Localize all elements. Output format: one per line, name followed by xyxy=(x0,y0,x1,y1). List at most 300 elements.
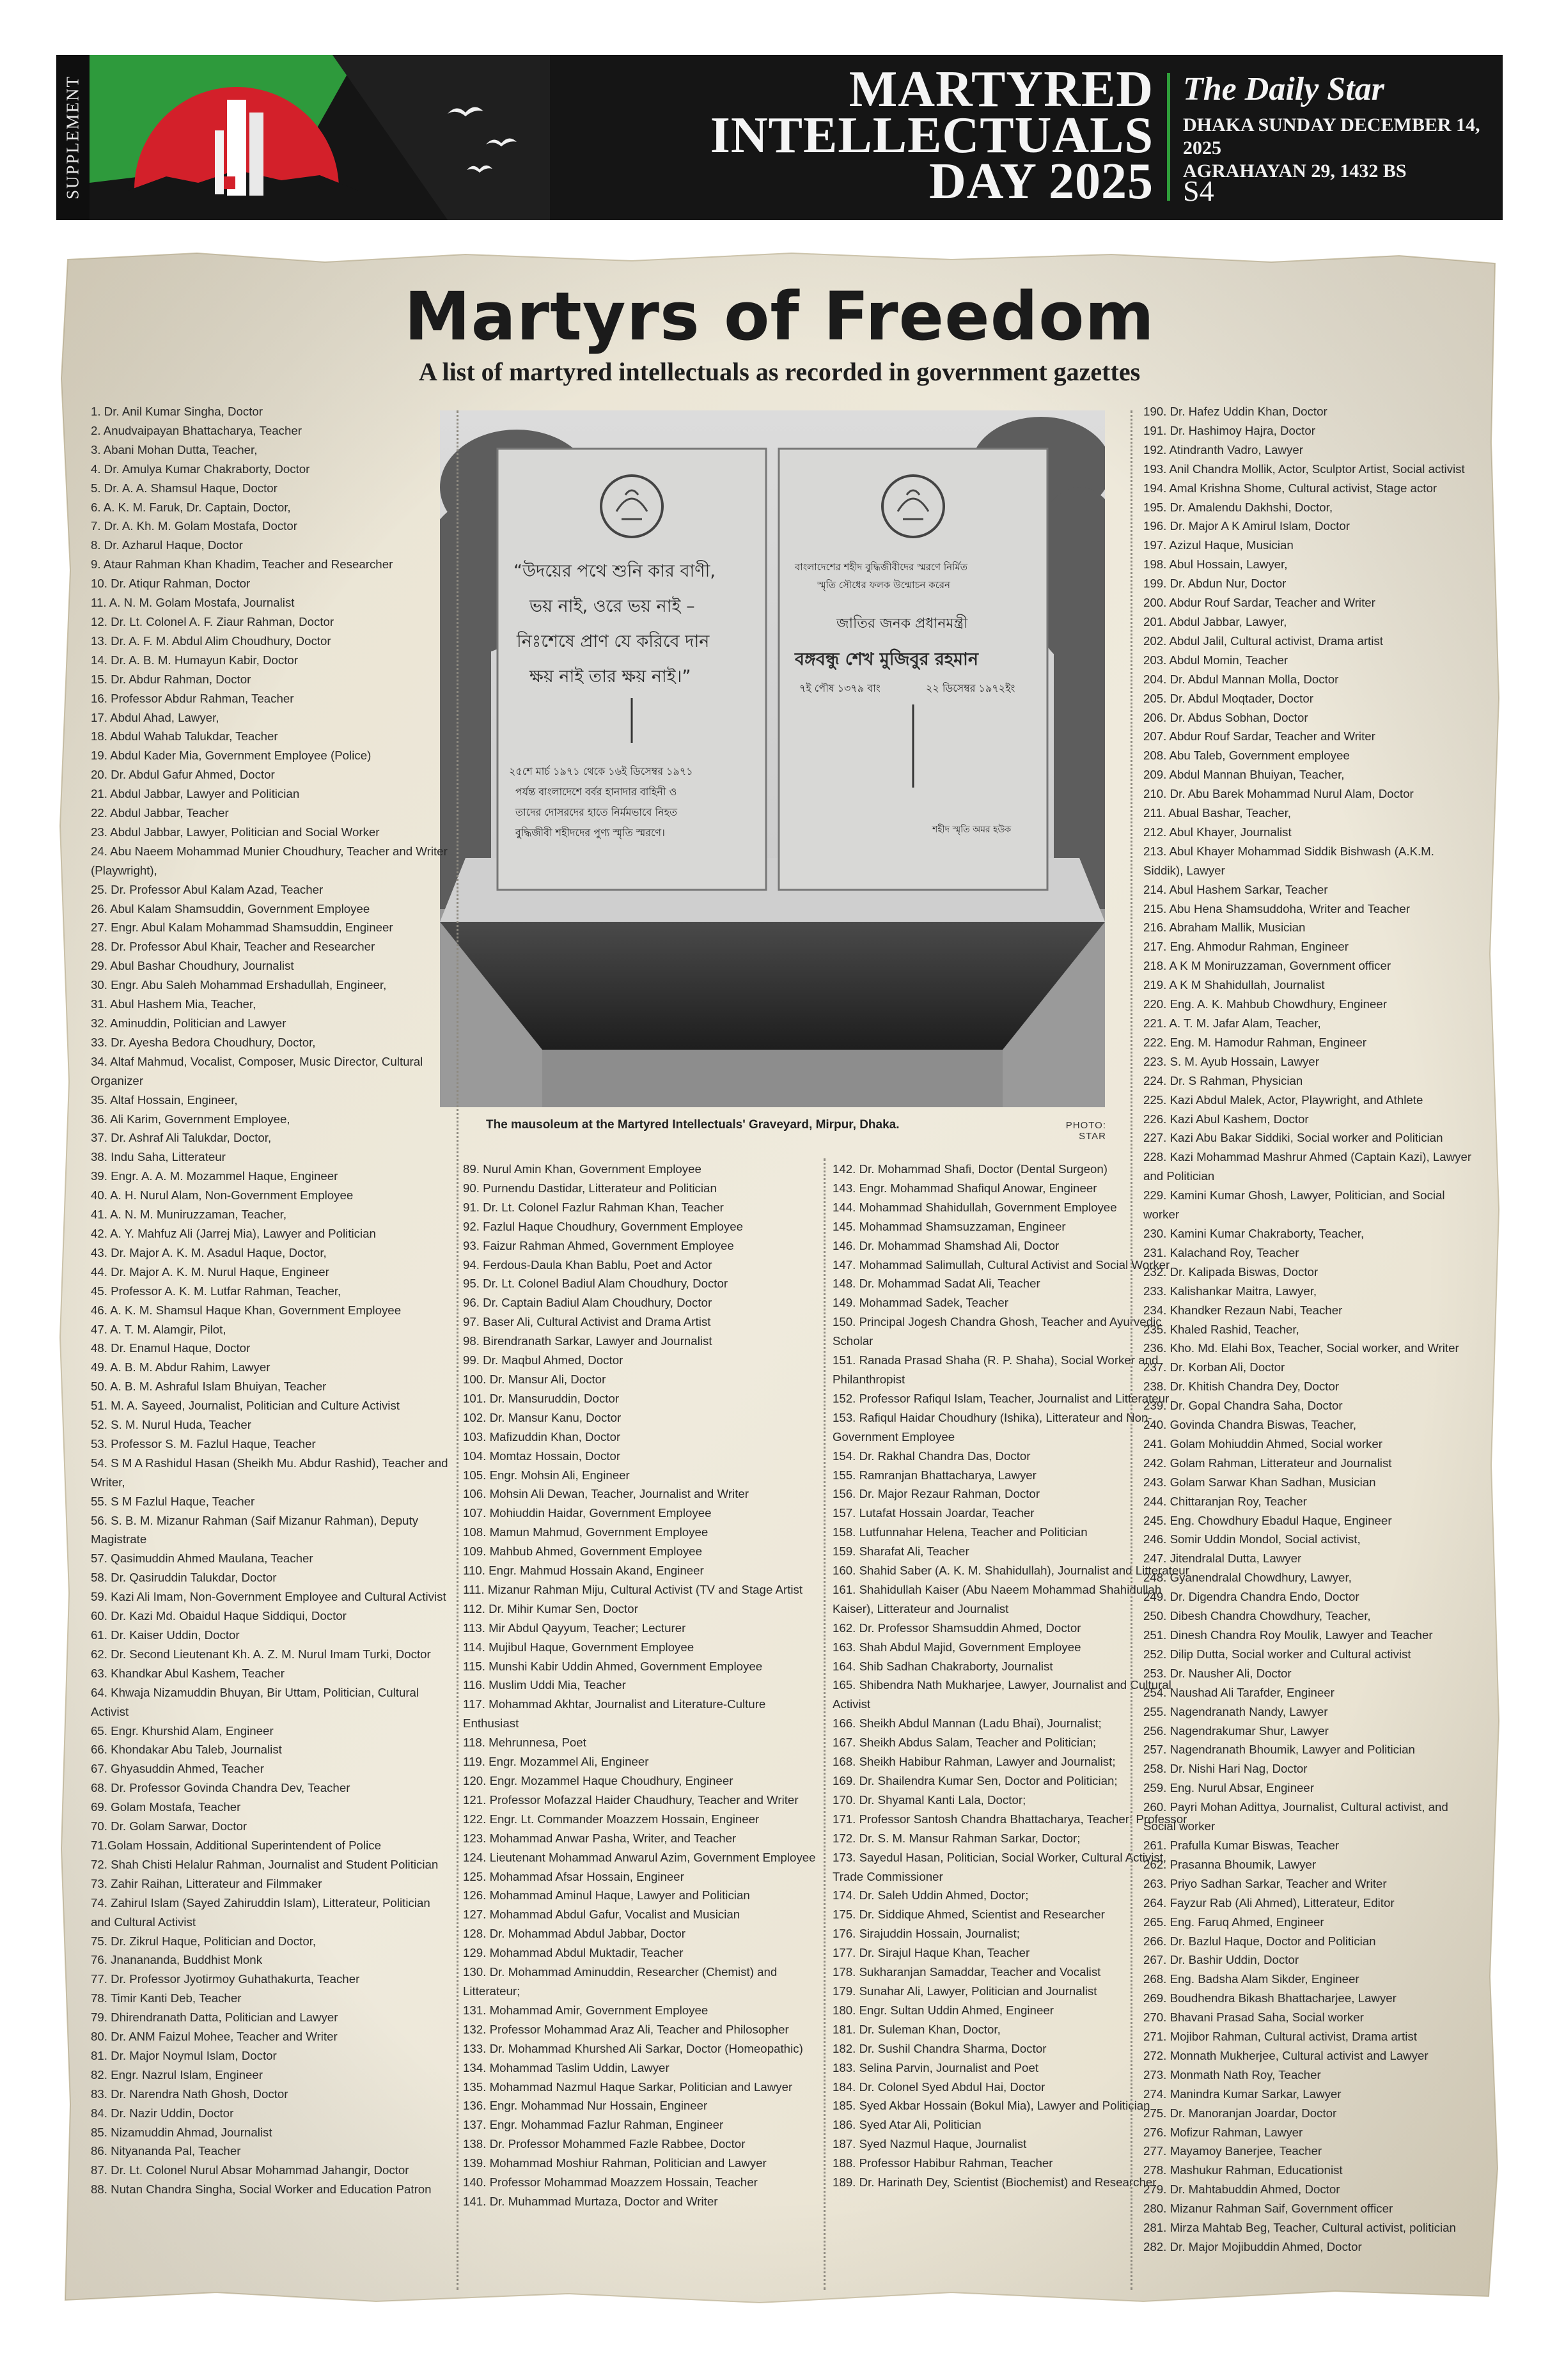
martyr-entry: 158. Lutfunnahar Helena, Teacher and Politician xyxy=(833,1525,1088,1539)
martyr-entry: 125. Mohammad Afsar Hossain, Engineer xyxy=(463,1869,684,1883)
martyr-entry: 36. Ali Karim, Government Employee, xyxy=(91,1112,290,1126)
martyr-entry: 45. Professor A. K. M. Lutfar Rahman, Teacher, xyxy=(91,1284,341,1298)
martyr-entry: 164. Shib Sadhan Chakraborty, Journalist xyxy=(833,1659,1053,1673)
bengali-date-line: AGRAHAYAN 29, 1432 BS xyxy=(1183,160,1407,182)
martyr-entry: 28. Dr. Professor Abul Khair, Teacher and Researcher xyxy=(91,940,375,954)
martyr-entry: 64. Khwaja Nizamuddin Bhuyan, Bir Uttam, Politician, Cultural Activist xyxy=(91,1685,419,1718)
martyr-entry: 203. Abdul Momin, Teacher xyxy=(1143,653,1288,667)
martyr-entry: 73. Zahir Raihan, Litterateur and Filmmaker xyxy=(91,1876,322,1890)
martyr-entry: 266. Dr. Bazlul Haque, Doctor and Politician xyxy=(1143,1934,1376,1948)
martyr-entry: 256. Nagendrakumar Shur, Lawyer xyxy=(1143,1723,1329,1738)
martyr-entry: 21. Abdul Jabbar, Lawyer and Politician xyxy=(91,787,300,801)
martyr-entry: 79. Dhirendranath Datta, Politician and Lawyer xyxy=(91,2011,338,2025)
masthead-logo: The Daily Star xyxy=(1183,71,1384,107)
martyr-entry: 75. Dr. Zikrul Haque, Politician and Doctor, xyxy=(91,1934,317,1948)
martyr-entry: 51. M. A. Sayeed, Journalist, Politician and Culture Activist xyxy=(91,1399,400,1413)
martyr-entry: 48. Dr. Enamul Haque, Doctor xyxy=(91,1341,251,1355)
martyr-entry: 18. Abdul Wahab Talukdar, Teacher xyxy=(91,729,278,743)
martyr-entry: 20. Dr. Abdul Gafur Ahmed, Doctor xyxy=(91,768,275,782)
martyr-entry: 120. Engr. Mozammel Haque Choudhury, Engineer xyxy=(463,1774,733,1787)
martyr-entry: 187. Syed Nazmul Haque, Journalist xyxy=(833,2137,1027,2151)
banner-divider xyxy=(1167,73,1170,201)
martyr-entry: 221. A. T. M. Jafar Alam, Teacher, xyxy=(1143,1016,1321,1030)
supplement-label: SUPPLEMENT xyxy=(63,75,82,200)
martyr-entry: 121. Professor Mofazzal Haider Chaudhury, Teacher and Writer xyxy=(463,1793,799,1807)
martyr-entry: 207. Abdur Rouf Sardar, Teacher and Writer xyxy=(1143,729,1375,743)
martyr-entry: 41. A. N. M. Muniruzzaman, Teacher, xyxy=(91,1208,287,1222)
martyr-entry: 174. Dr. Saleh Uddin Ahmed, Doctor; xyxy=(833,1888,1029,1902)
banner-title-line: DAY 2025 xyxy=(928,153,1154,210)
martyr-entry: 69. Golam Mostafa, Teacher xyxy=(91,1800,241,1814)
martyr-entry: 93. Faizur Rahman Ahmed, Government Employee xyxy=(463,1238,734,1252)
martyr-entry: 25. Dr. Professor Abul Kalam Azad, Teacher xyxy=(91,882,324,896)
martyr-entry: 176. Sirajuddin Hossain, Journalist; xyxy=(833,1927,1020,1941)
martyr-entry: 27. Engr. Abul Kalam Mohammad Shamsuddin, Engineer xyxy=(91,921,393,935)
martyr-entry: 22. Abdul Jabbar, Teacher xyxy=(91,806,229,820)
martyr-entry: 195. Dr. Amalendu Dakhshi, Doctor, xyxy=(1143,500,1333,514)
martyr-entry: 252. Dilip Dutta, Social worker and Cultural activist xyxy=(1143,1647,1411,1661)
martyr-entry: 264. Fayzur Rab (Ali Ahmed), Litterateur, Editor xyxy=(1143,1895,1395,1909)
martyr-entry: 196. Dr. Major A K Amirul Islam, Doctor xyxy=(1143,519,1350,533)
martyr-entry: 46. A. K. M. Shamsul Haque Khan, Government Employee xyxy=(91,1303,402,1317)
banner-title xyxy=(632,61,1154,210)
martyr-entry: 11. A. N. M. Golam Mostafa, Journalist xyxy=(91,596,295,610)
banner-title-line: MARTYRED xyxy=(849,61,1154,118)
banner-title-line: INTELLECTUALS xyxy=(710,107,1154,164)
plaque-text: নিঃশেষে প্রাণ যে করিবে দান xyxy=(517,632,710,651)
plaque-text: ভয় নাই, ওরে ভয় নাই – xyxy=(529,596,695,616)
martyr-entry: 211. Abual Bashar, Teacher, xyxy=(1143,806,1291,820)
martyr-list-column-1 xyxy=(91,402,452,2199)
martyr-entry: 159. Sharafat Ali, Teacher xyxy=(833,1544,969,1559)
martyr-entry: 38. Indu Saha, Litterateur xyxy=(91,1150,226,1164)
martyr-entry: 236. Kho. Md. Elahi Box, Teacher, Social worker, and Writer xyxy=(1143,1341,1459,1355)
martyr-entry: 268. Eng. Badsha Alam Sikder, Engineer xyxy=(1143,1972,1359,1986)
martyr-entry: 13. Dr. A. F. M. Abdul Alim Choudhury, Doctor xyxy=(91,634,331,648)
martyr-entry: 44. Dr. Major A. K. M. Nurul Haque, Engineer xyxy=(91,1264,329,1279)
page-number: S4 xyxy=(1183,175,1214,207)
plaque-text: স্মৃতি সৌধের ফলক উন্মোচন করেন xyxy=(817,579,951,591)
martyr-entry: 31. Abul Hashem Mia, Teacher, xyxy=(91,997,256,1011)
martyr-entry: 42. A. Y. Mahfuz Ali (Jarrej Mia), Lawyer and Politician xyxy=(91,1226,376,1240)
martyr-entry: 111. Mizanur Rahman Miju, Cultural Activist (TV and Stage Artist xyxy=(463,1582,803,1596)
martyr-entry: 172. Dr. S. M. Mansur Rahman Sarkar, Doctor; xyxy=(833,1831,1081,1845)
martyr-entry: 107. Mohiuddin Haidar, Government Employee xyxy=(463,1506,712,1520)
martyr-entry: 86. Nityananda Pal, Teacher xyxy=(91,2144,241,2158)
martyr-entry: 127. Mohammad Abdul Gafur, Vocalist and Musician xyxy=(463,1908,740,1922)
martyr-entry: 194. Amal Krishna Shome, Cultural activist, Stage actor xyxy=(1143,481,1437,495)
martyr-entry: 92. Fazlul Haque Choudhury, Government Employee xyxy=(463,1219,744,1233)
martyr-entry: 262. Prasanna Bhoumik, Lawyer xyxy=(1143,1857,1317,1871)
martyr-entry: 100. Dr. Mansur Ali, Doctor xyxy=(463,1372,606,1386)
plaque-text: জাতির জনক প্রধানমন্ত্রী xyxy=(836,616,968,632)
martyr-entry: 216. Abraham Mallik, Musician xyxy=(1143,921,1306,935)
martyr-entry: 198. Abul Hossain, Lawyer, xyxy=(1143,557,1288,572)
martyr-entry: 274. Manindra Kumar Sarkar, Lawyer xyxy=(1143,2087,1342,2101)
martyr-entry: 209. Abdul Mannan Bhuiyan, Teacher, xyxy=(1143,768,1345,782)
martyr-entry: 234. Khandker Rezaun Nabi, Teacher xyxy=(1143,1303,1343,1317)
martyr-entry: 245. Eng. Chowdhury Ebadul Haque, Engineer xyxy=(1143,1513,1392,1527)
martyr-entry: 190. Dr. Hafez Uddin Khan, Doctor xyxy=(1143,405,1327,418)
martyr-entry: 2. Anudvaipayan Bhattacharya, Teacher xyxy=(91,423,302,437)
martyr-entry: 260. Payri Mohan Adittya, Journalist, Cultural activist, and Social worker xyxy=(1143,1800,1448,1833)
martyr-entry: 257. Nagendranath Bhoumik, Lawyer and Politician xyxy=(1143,1743,1415,1757)
martyr-entry: 81. Dr. Major Noymul Islam, Doctor xyxy=(91,2048,277,2062)
martyr-entry: 59. Kazi Ali Imam, Non-Government Employee and Cultural Activist xyxy=(91,1590,446,1604)
plaque-text: তাদের দোসরদের হাতে নির্মমভাবে নিহত xyxy=(515,806,677,818)
martyr-entry: 185. Syed Akbar Hossain (Bokul Mia), Lawyer and Politician xyxy=(833,2099,1150,2113)
martyr-entry: 57. Qasimuddin Ahmed Maulana, Teacher xyxy=(91,1552,313,1566)
martyr-entry: 178. Sukharanjan Samaddar, Teacher and Vocalist xyxy=(833,1965,1101,1979)
martyr-entry: 156. Dr. Major Rezaur Rahman, Doctor xyxy=(833,1487,1040,1501)
martyr-entry: 32. Aminuddin, Politician and Lawyer xyxy=(91,1016,286,1030)
martyr-entry: 180. Engr. Sultan Uddin Ahmed, Engineer xyxy=(833,2003,1054,2017)
martyr-entry: 206. Dr. Abdus Sobhan, Doctor xyxy=(1143,710,1308,724)
column-divider xyxy=(1131,410,1132,2290)
martyr-entry: 99. Dr. Maqbul Ahmed, Doctor xyxy=(463,1353,623,1367)
martyr-entry: 208. Abu Taleb, Government employee xyxy=(1143,749,1350,763)
martyr-entry: 144. Mohammad Shahidullah, Government Employee xyxy=(833,1200,1117,1214)
martyr-entry: 118. Mehrunnesa, Poet xyxy=(463,1736,586,1750)
column-divider xyxy=(824,1158,826,2290)
martyr-entry: 251. Dinesh Chandra Roy Moulik, Lawyer and Teacher xyxy=(1143,1628,1433,1642)
plaque-text: ক্ষয় নাই তার ক্ষয় নাই।” xyxy=(529,667,691,687)
martyr-entry: 152. Professor Rafiqul Islam, Teacher, Journalist and Litterateur xyxy=(833,1391,1170,1405)
martyr-entry: 132. Professor Mohammad Araz Ali, Teacher and Philosopher xyxy=(463,2022,789,2036)
martyr-entry: 80. Dr. ANM Faizul Mohee, Teacher and Writer xyxy=(91,2030,338,2044)
martyr-entry: 23. Abdul Jabbar, Lawyer, Politician and Social Worker xyxy=(91,825,380,839)
plaque-text: বাংলাদেশের শহীদ বুদ্ধিজীবীদের স্মরণে নির্মিত xyxy=(795,561,967,573)
martyr-entry: 97. Baser Ali, Cultural Activist and Drama Artist xyxy=(463,1315,711,1329)
martyr-entry: 153. Rafiqul Haidar Choudhury (Ishika), Litterateur and Non-Government Employee xyxy=(833,1410,1152,1443)
martyr-entry: 78. Timir Kanti Deb, Teacher xyxy=(91,1991,242,2005)
martyr-entry: 55. S M Fazlul Haque, Teacher xyxy=(91,1494,255,1508)
plaque-text: ২৫শে মার্চ ১৯৭১ থেকে ১৬ই ডিসেম্বর ১৯৭১ xyxy=(509,765,693,777)
plaque-text: ২২ ডিসেম্বর ১৯৭২ইং xyxy=(926,682,1015,694)
dateline xyxy=(1183,114,1503,183)
martyr-entry: 249. Dr. Digendra Chandra Endo, Doctor xyxy=(1143,1590,1359,1604)
martyr-entry: 280. Mizanur Rahman Saif, Government officer xyxy=(1143,2202,1393,2216)
martyr-entry: 1. Dr. Anil Kumar Singha, Doctor xyxy=(91,405,263,418)
martyr-entry: 114. Mujibul Haque, Government Employee xyxy=(463,1640,694,1654)
martyr-entry: 5. Dr. A. A. Shamsul Haque, Doctor xyxy=(91,481,278,495)
martyr-entry: 184. Dr. Colonel Syed Abdul Hai, Doctor xyxy=(833,2080,1045,2094)
martyr-entry: 143. Engr. Mohammad Shafiqul Anowar, Engineer xyxy=(833,1181,1097,1195)
martyr-entry: 188. Professor Habibur Rahman, Teacher xyxy=(833,2156,1053,2170)
martyr-list-column-3 xyxy=(833,1160,1194,2192)
martyr-entry: 217. Eng. Ahmodur Rahman, Engineer xyxy=(1143,940,1349,954)
martyr-entry: 232. Dr. Kalipada Biswas, Doctor xyxy=(1143,1264,1319,1279)
martyr-entry: 108. Mamun Mahmud, Government Employee xyxy=(463,1525,708,1539)
supplement-tab xyxy=(56,55,90,220)
martyr-entry: 101. Dr. Mansuruddin, Doctor xyxy=(463,1391,620,1405)
martyr-entry: 173. Sayedul Hasan, Politician, Social Worker, Cultural Activist, Trade Commissioner xyxy=(833,1850,1167,1883)
martyr-entry: 12. Dr. Lt. Colonel A. F. Ziaur Rahman, Doctor xyxy=(91,614,334,628)
martyr-entry: 43. Dr. Major A. K. M. Asadul Haque, Doctor, xyxy=(91,1245,327,1259)
martyr-entry: 137. Engr. Mohammad Fazlur Rahman, Engineer xyxy=(463,2118,724,2132)
martyr-entry: 50. A. B. M. Ashraful Islam Bhuiyan, Teacher xyxy=(91,1380,327,1394)
banner-artwork xyxy=(90,55,550,220)
martyr-entry: 126. Mohammad Aminul Haque, Lawyer and Politician xyxy=(463,1888,750,1902)
martyr-entry: 95. Dr. Lt. Colonel Badiul Alam Choudhury, Doctor xyxy=(463,1277,728,1291)
martyr-entry: 215. Abu Hena Shamsuddoha, Writer and Teacher xyxy=(1143,901,1410,915)
martyr-entry: 150. Principal Jogesh Chandra Ghosh, Teacher and Ayurvedic Scholar xyxy=(833,1315,1162,1348)
martyr-entry: 136. Engr. Mohammad Nur Hossain, Engineer xyxy=(463,2099,708,2113)
martyr-entry: 37. Dr. Ashraf Ali Talukdar, Doctor, xyxy=(91,1131,272,1145)
martyr-entry: 6. A. K. M. Faruk, Dr. Captain, Doctor, xyxy=(91,500,291,514)
martyr-entry: 49. A. B. M. Abdur Rahim, Lawyer xyxy=(91,1360,270,1374)
martyr-entry: 271. Mojibor Rahman, Cultural activist, Drama artist xyxy=(1143,2030,1417,2044)
martyr-entry: 258. Dr. Nishi Hari Nag, Doctor xyxy=(1143,1762,1308,1776)
martyr-entry: 282. Dr. Major Mojibuddin Ahmed, Doctor xyxy=(1143,2240,1362,2253)
martyr-entry: 129. Mohammad Abdul Muktadir, Teacher xyxy=(463,1946,684,1960)
martyr-entry: 242. Golam Rahman, Litterateur and Journalist xyxy=(1143,1456,1392,1470)
martyr-entry: 259. Eng. Nurul Absar, Engineer xyxy=(1143,1781,1314,1795)
martyr-entry: 278. Mashukur Rahman, Educationist xyxy=(1143,2163,1343,2177)
martyr-entry: 223. S. M. Ayub Hossain, Lawyer xyxy=(1143,1054,1319,1068)
martyr-entry: 197. Azizul Haque, Musician xyxy=(1143,538,1294,552)
martyr-entry: 62. Dr. Second Lieutenant Kh. A. Z. M. Nurul Imam Turki, Doctor xyxy=(91,1647,431,1661)
martyr-entry: 146. Dr. Mohammad Shamshad Ali, Doctor xyxy=(833,1238,1060,1252)
martyr-entry: 247. Jitendralal Dutta, Lawyer xyxy=(1143,1552,1302,1566)
martyr-entry: 10. Dr. Atiqur Rahman, Doctor xyxy=(91,577,251,591)
martyr-entry: 235. Khaled Rashid, Teacher, xyxy=(1143,1322,1299,1336)
supplement-banner xyxy=(56,55,1503,220)
martyr-entry: 116. Muslim Uddi Mia, Teacher xyxy=(463,1678,626,1692)
martyr-entry: 128. Dr. Mohammad Abdul Jabbar, Doctor xyxy=(463,1927,685,1941)
martyr-entry: 165. Shibendra Nath Mukharjee, Lawyer, Journalist and Cultural Activist xyxy=(833,1678,1171,1711)
photo-credit: PHOTO: STAR xyxy=(1065,1120,1106,1142)
martyr-entry: 166. Sheikh Abdul Mannan (Ladu Bhai), Journalist; xyxy=(833,1716,1102,1731)
martyr-entry: 68. Dr. Professor Govinda Chandra Dev, Teacher xyxy=(91,1781,350,1795)
martyr-entry: 240. Govinda Chandra Biswas, Teacher, xyxy=(1143,1418,1357,1432)
martyr-entry: 177. Dr. Sirajul Haque Khan, Teacher xyxy=(833,1946,1030,1960)
martyr-entry: 66. Khondakar Abu Taleb, Journalist xyxy=(91,1743,282,1757)
martyr-entry: 47. A. T. M. Alamgir, Pilot, xyxy=(91,1322,226,1336)
martyr-entry: 63. Khandkar Abul Kashem, Teacher xyxy=(91,1666,285,1680)
martyr-entry: 220. Eng. A. K. Mahbub Chowdhury, Engineer xyxy=(1143,997,1387,1011)
martyr-entry: 179. Sunahar Ali, Lawyer, Politician and Journalist xyxy=(833,1984,1097,1998)
martyr-entry: 246. Somir Uddin Mondol, Social activist, xyxy=(1143,1532,1361,1546)
martyr-entry: 189. Dr. Harinath Dey, Scientist (Biochemist) and Researcher xyxy=(833,2175,1157,2189)
martyr-entry: 89. Nurul Amin Khan, Government Employee xyxy=(463,1162,701,1176)
martyr-entry: 181. Dr. Suleman Khan, Doctor, xyxy=(833,2022,1001,2036)
martyr-entry: 201. Abdul Jabbar, Lawyer, xyxy=(1143,614,1287,628)
martyr-entry: 134. Mohammad Taslim Uddin, Lawyer xyxy=(463,2060,669,2074)
martyr-entry: 145. Mohammad Shamsuzzaman, Engineer xyxy=(833,1219,1066,1233)
martyr-entry: 273. Monmath Nath Roy, Teacher xyxy=(1143,2067,1321,2081)
martyr-entry: 96. Dr. Captain Badiul Alam Choudhury, Doctor xyxy=(463,1296,712,1310)
martyr-entry: 142. Dr. Mohammad Shafi, Doctor (Dental Surgeon) xyxy=(833,1162,1108,1176)
martyr-entry: 148. Dr. Mohammad Sadat Ali, Teacher xyxy=(833,1277,1040,1291)
martyr-entry: 183. Selina Parvin, Journalist and Poet xyxy=(833,2060,1039,2074)
martyr-entry: 67. Ghyasuddin Ahmed, Teacher xyxy=(91,1762,264,1776)
martyr-entry: 26. Abul Kalam Shamsuddin, Government Employee xyxy=(91,901,370,915)
martyr-entry: 16. Professor Abdur Rahman, Teacher xyxy=(91,691,294,705)
martyr-entry: 248. Gyanendralal Chowdhury, Lawyer, xyxy=(1143,1571,1352,1585)
martyr-entry: 122. Engr. Lt. Commander Moazzem Hossain, Engineer xyxy=(463,1812,760,1826)
martyr-list-column-2 xyxy=(463,1160,824,2211)
martyr-entry: 135. Mohammad Nazmul Haque Sarkar, Politician and Lawyer xyxy=(463,2080,793,2094)
martyr-entry: 224. Dr. S Rahman, Physician xyxy=(1143,1073,1303,1087)
martyr-entry: 88. Nutan Chandra Singha, Social Worker and Education Patron xyxy=(91,2182,432,2197)
plaque-text: শহীদ স্মৃতি অমর হউক xyxy=(932,825,1012,835)
martyr-entry: 34. Altaf Mahmud, Vocalist, Composer, Music Director, Cultural Organizer xyxy=(91,1054,423,1087)
plaque-text: বঙ্গবন্ধু শেখ মুজিবুর রহমান xyxy=(795,649,978,669)
martyr-entry: 105. Engr. Mohsin Ali, Engineer xyxy=(463,1468,630,1482)
martyr-entry: 229. Kamini Kumar Ghosh, Lawyer, Politician, and Social worker xyxy=(1143,1188,1445,1222)
page-subhead: A list of martyred intellectuals as recorded in government gazettes xyxy=(418,357,1141,386)
martyr-entry: 168. Sheikh Habibur Rahman, Lawyer and Journalist; xyxy=(833,1755,1116,1769)
martyr-entry: 131. Mohammad Amir, Government Employee xyxy=(463,2003,708,2017)
martyr-entry: 91. Dr. Lt. Colonel Fazlur Rahman Khan, Teacher xyxy=(463,1200,724,1214)
martyr-entry: 154. Dr. Rakhal Chandra Das, Doctor xyxy=(833,1449,1031,1463)
martyr-entry: 30. Engr. Abu Saleh Mohammad Ershadullah, Engineer, xyxy=(91,978,387,992)
martyr-entry: 8. Dr. Azharul Haque, Doctor xyxy=(91,538,243,552)
martyr-entry: 65. Engr. Khurshid Alam, Engineer xyxy=(91,1723,274,1738)
martyr-entry: 261. Prafulla Kumar Biswas, Teacher xyxy=(1143,1838,1340,1852)
martyr-entry: 265. Eng. Faruq Ahmed, Engineer xyxy=(1143,1915,1324,1929)
martyr-entry: 19. Abdul Kader Mia, Government Employee (Police) xyxy=(91,749,372,763)
martyr-entry: 14. Dr. A. B. M. Humayun Kabir, Doctor xyxy=(91,653,299,667)
martyr-entry: 119. Engr. Mozammel Ali, Engineer xyxy=(463,1755,649,1769)
martyr-entry: 169. Dr. Shailendra Kumar Sen, Doctor and Politician; xyxy=(833,1774,1118,1787)
martyr-entry: 90. Purnendu Dastidar, Litterateur and Politician xyxy=(463,1181,717,1195)
martyr-entry: 17. Abdul Ahad, Lawyer, xyxy=(91,710,219,724)
martyr-entry: 233. Kalishankar Maitra, Lawyer, xyxy=(1143,1284,1317,1298)
martyr-entry: 192. Atindranth Vadro, Lawyer xyxy=(1143,442,1304,456)
martyr-entry: 141. Dr. Muhammad Murtaza, Doctor and Writer xyxy=(463,2194,718,2208)
martyr-entry: 117. Mohammad Akhtar, Journalist and Literature-Culture Enthusiast xyxy=(463,1697,766,1731)
martyr-entry: 98. Birendranath Sarkar, Lawyer and Journalist xyxy=(463,1334,712,1348)
martyr-entry: 84. Dr. Nazir Uddin, Doctor xyxy=(91,2106,234,2120)
martyr-entry: 210. Dr. Abu Barek Mohammad Nurul Alam, Doctor xyxy=(1143,787,1414,801)
martyr-entry: 214. Abul Hashem Sarkar, Teacher xyxy=(1143,882,1328,896)
martyr-entry: 186. Syed Atar Ali, Politician xyxy=(833,2118,982,2132)
martyr-entry: 272. Monnath Mukherjee, Cultural activist and Lawyer xyxy=(1143,2048,1429,2062)
martyr-entry: 277. Mayamoy Banerjee, Teacher xyxy=(1143,2144,1322,2158)
martyr-entry: 77. Dr. Professor Jyotirmoy Guhathakurta, Teacher xyxy=(91,1972,360,1986)
martyr-entry: 9. Ataur Rahman Khan Khadim, Teacher and Researcher xyxy=(91,557,393,572)
martyr-entry: 161. Shahidullah Kaiser (Abu Naeem Mohammad Shahidullah Kaiser), Litterateur and Journalist xyxy=(833,1582,1162,1615)
martyr-entry: 226. Kazi Abul Kashem, Doctor xyxy=(1143,1112,1309,1126)
martyr-entry: 171. Professor Santosh Chandra Bhattacharya, Teacher; Professor xyxy=(833,1812,1187,1826)
martyr-entry: 58. Dr. Qasiruddin Talukdar, Doctor xyxy=(91,1571,277,1585)
martyr-entry: 29. Abul Bashar Choudhury, Journalist xyxy=(91,959,294,973)
martyr-entry: 85. Nizamuddin Ahmad, Journalist xyxy=(91,2125,272,2139)
martyr-entry: 281. Mirza Mahtab Beg, Teacher, Cultural activist, politician xyxy=(1143,2221,1456,2235)
martyr-entry: 199. Dr. Abdun Nur, Doctor xyxy=(1143,577,1287,591)
martyr-entry: 87. Dr. Lt. Colonel Nurul Absar Mohammad Jahangir, Doctor xyxy=(91,2163,409,2177)
martyr-entry: 82. Engr. Nazrul Islam, Engineer xyxy=(91,2067,263,2081)
martyr-entry: 255. Nagendranath Nandy, Lawyer xyxy=(1143,1704,1328,1718)
martyr-entry: 76. Jnanananda, Buddhist Monk xyxy=(91,1953,263,1967)
martyr-entry: 157. Lutafat Hossain Joardar, Teacher xyxy=(833,1506,1035,1520)
martyr-entry: 213. Abul Khayer Mohammad Siddik Bishwash (A.K.M. Siddik), Lawyer xyxy=(1143,844,1434,877)
martyr-entry: 279. Dr. Mahtabuddin Ahmed, Doctor xyxy=(1143,2182,1340,2197)
martyr-entry: 227. Kazi Abu Bakar Siddiki, Social worker and Politician xyxy=(1143,1131,1443,1145)
martyr-entry: 102. Dr. Mansur Kanu, Doctor xyxy=(463,1410,622,1424)
martyr-entry: 175. Dr. Siddique Ahmed, Scientist and Researcher xyxy=(833,1908,1105,1922)
martyr-entry: 163. Shah Abdul Majid, Government Employee xyxy=(833,1640,1081,1654)
martyr-entry: 103. Mafizuddin Khan, Doctor xyxy=(463,1429,621,1443)
martyr-entry: 133. Dr. Mohammad Khurshed Ali Sarkar, Doctor (Homeopathic) xyxy=(463,2041,803,2055)
martyr-entry: 241. Golam Mohiuddin Ahmed, Social worker xyxy=(1143,1436,1382,1451)
martyr-entry: 170. Dr. Shyamal Kanti Lala, Doctor; xyxy=(833,1793,1026,1807)
martyr-entry: 70. Dr. Golam Sarwar, Doctor xyxy=(91,1819,247,1833)
martyr-entry: 225. Kazi Abdul Malek, Actor, Playwright, and Athlete xyxy=(1143,1093,1423,1107)
martyr-entry: 212. Abul Khayer, Journalist xyxy=(1143,825,1292,839)
martyr-entry: 276. Mofizur Rahman, Lawyer xyxy=(1143,2125,1303,2139)
martyr-entry: 202. Abdul Jalil, Cultural activist, Drama artist xyxy=(1143,634,1383,648)
column-divider xyxy=(457,410,458,2290)
martyr-entry: 250. Dibesh Chandra Chowdhury, Teacher, xyxy=(1143,1609,1371,1623)
martyr-entry: 254. Naushad Ali Tarafder, Engineer xyxy=(1143,1685,1335,1699)
martyr-entry: 270. Bhavani Prasad Saha, Social worker xyxy=(1143,2011,1364,2025)
martyr-entry: 71.Golam Hossain, Additional Superintendent of Police xyxy=(91,1838,381,1852)
martyr-entry: 52. S. M. Nurul Huda, Teacher xyxy=(91,1418,252,1432)
paper-sheet xyxy=(56,251,1503,2306)
plaque-text: ৭ই পৌষ ১৩৭৯ বাং xyxy=(799,682,881,694)
martyr-entry: 162. Dr. Professor Shamsuddin Ahmed, Doctor xyxy=(833,1621,1081,1635)
martyr-entry: 7. Dr. A. Kh. M. Golam Mostafa, Doctor xyxy=(91,519,297,533)
martyr-entry: 74. Zahirul Islam (Sayed Zahiruddin Islam), Litterateur, Politician and Cultural Activist xyxy=(91,1895,430,1929)
martyr-entry: 24. Abu Naeem Mohammad Munier Choudhury, Teacher and Writer (Playwright), xyxy=(91,844,448,877)
martyr-entry: 130. Dr. Mohammad Aminuddin, Researcher (Chemist) and Litterateur; xyxy=(463,1965,778,1998)
martyr-entry: 15. Dr. Abdur Rahman, Doctor xyxy=(91,672,251,686)
martyr-entry: 106. Mohsin Ali Dewan, Teacher, Journalist and Writer xyxy=(463,1487,749,1501)
martyr-entry: 115. Munshi Kabir Uddin Ahmed, Government Employee xyxy=(463,1659,763,1673)
martyr-entry: 193. Anil Chandra Mollik, Actor, Sculptor Artist, Social activist xyxy=(1143,462,1465,476)
martyr-entry: 231. Kalachand Roy, Teacher xyxy=(1143,1245,1299,1259)
martyr-entry: 267. Dr. Bashir Uddin, Doctor xyxy=(1143,1953,1299,1967)
mausoleum-photo xyxy=(440,410,1105,1107)
photo-caption: The mausoleum at the Martyred Intellectuals' Graveyard, Mirpur, Dhaka. xyxy=(486,1118,900,1132)
plaque-text: পর্যন্ত বাংলাদেশে বর্বর হানাদার বাহিনী ও xyxy=(515,786,677,798)
martyr-entry: 151. Ranada Prasad Shaha (R. P. Shaha), Social Worker and Philanthropist xyxy=(833,1353,1159,1386)
martyr-entry: 219. A K M Shahidullah, Journalist xyxy=(1143,978,1325,992)
martyr-entry: 94. Ferdous-Daula Khan Bablu, Poet and Actor xyxy=(463,1257,712,1272)
martyr-entry: 263. Priyo Sadhan Sarkar, Teacher and Writer xyxy=(1143,1876,1387,1890)
martyr-entry: 253. Dr. Nausher Ali, Doctor xyxy=(1143,1666,1292,1680)
martyr-entry: 230. Kamini Kumar Chakraborty, Teacher, xyxy=(1143,1226,1365,1240)
martyr-entry: 269. Boudhendra Bikash Bhattacharjee, Lawyer xyxy=(1143,1991,1397,2005)
martyr-entry: 167. Sheikh Abdus Salam, Teacher and Politician; xyxy=(833,1736,1097,1750)
martyr-entry: 200. Abdur Rouf Sardar, Teacher and Writer xyxy=(1143,596,1375,610)
martyr-entry: 182. Dr. Sushil Chandra Sharma, Doctor xyxy=(833,2041,1047,2055)
martyr-entry: 40. A. H. Nurul Alam, Non-Government Employee xyxy=(91,1188,354,1202)
martyr-entry: 113. Mir Abdul Qayyum, Teacher; Lecturer xyxy=(463,1621,686,1635)
martyr-entry: 83. Dr. Narendra Nath Ghosh, Doctor xyxy=(91,2087,288,2101)
martyr-entry: 56. S. B. M. Mizanur Rahman (Saif Mizanur Rahman), Deputy Magistrate xyxy=(91,1513,419,1546)
martyr-entry: 275. Dr. Manoranjan Joardar, Doctor xyxy=(1143,2106,1337,2120)
martyr-entry: 218. A K M Moniruzzaman, Government officer xyxy=(1143,959,1391,973)
martyr-entry: 61. Dr. Kaiser Uddin, Doctor xyxy=(91,1628,240,1642)
martyr-list-column-4 xyxy=(1143,402,1476,2257)
martyr-entry: 72. Shah Chisti Helalur Rahman, Journalist and Student Politician xyxy=(91,1857,439,1871)
martyr-entry: 53. Professor S. M. Fazlul Haque, Teacher xyxy=(91,1436,316,1451)
martyr-entry: 33. Dr. Ayesha Bedora Choudhury, Doctor, xyxy=(91,1035,316,1049)
date-line: DHAKA SUNDAY DECEMBER 14, 2025 xyxy=(1183,114,1480,159)
plaque-text: বুদ্ধিজীবী শহীদদের পুণ্য স্মৃতি স্মরণে। xyxy=(515,827,665,839)
martyr-entry: 244. Chittaranjan Roy, Teacher xyxy=(1143,1494,1307,1508)
martyr-entry: 160. Shahid Saber (A. K. M. Shahidullah), Journalist and Litterateur xyxy=(833,1564,1189,1578)
martyr-entry: 204. Dr. Abdul Mannan Molla, Doctor xyxy=(1143,672,1339,686)
martyr-entry: 191. Dr. Hashimoy Hajra, Doctor xyxy=(1143,423,1315,437)
martyr-entry: 138. Dr. Professor Mohammed Fazle Rabbee, Doctor xyxy=(463,2137,746,2151)
plaque-text: “উদয়ের পথে শুনি কার বাণী, xyxy=(513,561,716,581)
martyr-entry: 243. Golam Sarwar Khan Sadhan, Musician xyxy=(1143,1475,1376,1489)
